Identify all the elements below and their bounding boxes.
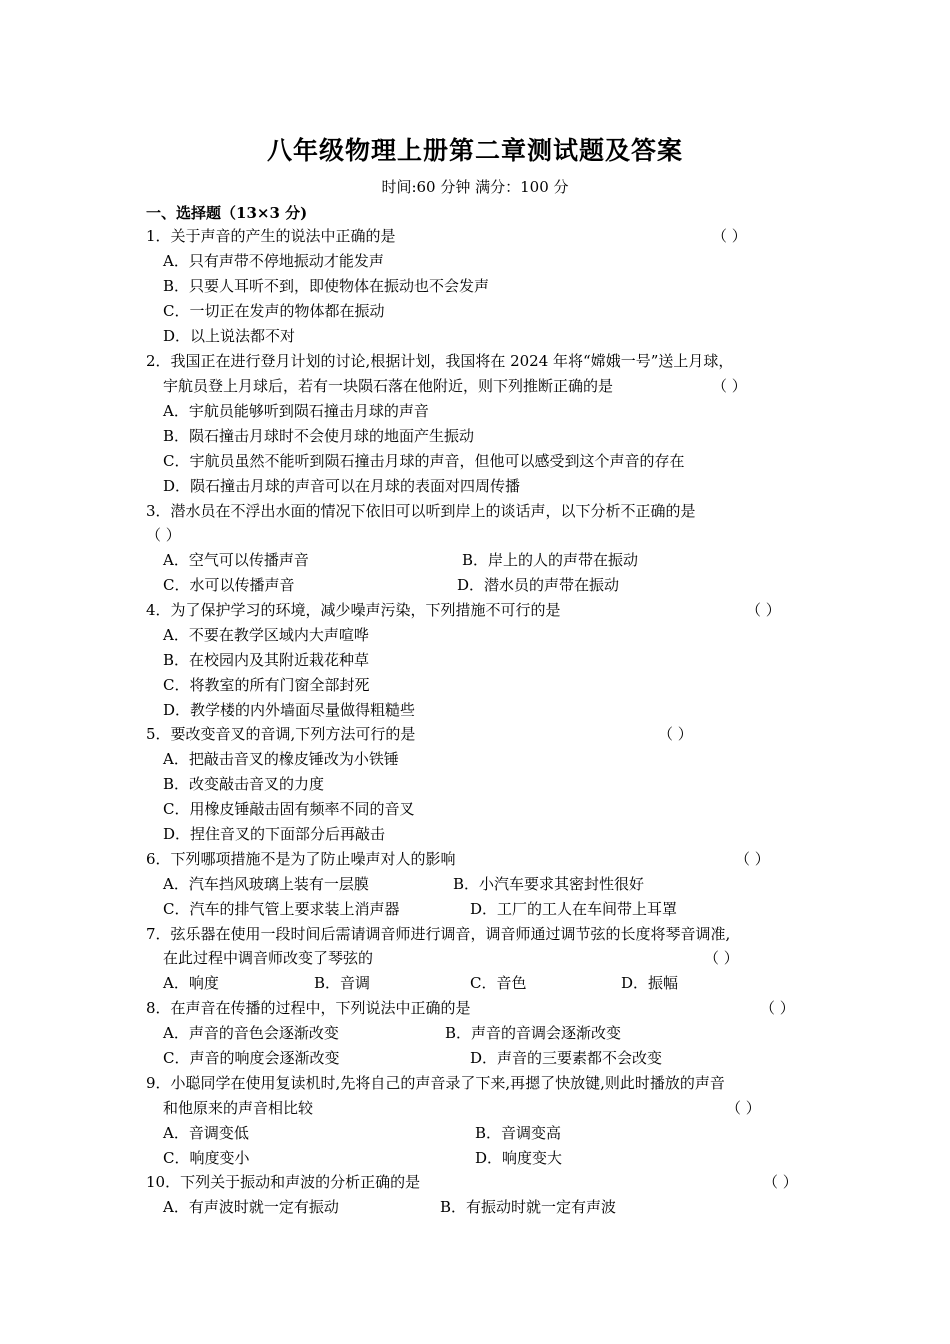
question-6-option-a: A．汽车挡风玻璃上装有一层膜 <box>163 875 369 893</box>
question-5-option-c: C．用橡皮锤敲击固有频率不同的音叉 <box>163 800 415 818</box>
section-heading: 一、选择题（13×3 分) <box>146 204 308 222</box>
question-2-option-c: C．宇航员虽然不能听到陨石撞击月球的声音，但他可以感受到这个声音的存在 <box>163 452 685 470</box>
question-2-option-d: D．陨石撞击月球的声音可以在月球的表面对四周传播 <box>163 477 521 495</box>
question-1-option-d: D．以上说法都不对 <box>163 327 296 345</box>
question-3-option-d: D．潜水员的声带在振动 <box>457 576 620 594</box>
question-5-option-a: A．把敲击音叉的橡皮锤改为小铁锤 <box>163 750 399 768</box>
question-5-stem: 5．要改变音叉的音调,下列方法可行的是 <box>146 725 416 743</box>
question-7-stem: 7．弦乐器在使用一段时间后需请调音师进行调音，调音师通过调节弦的长度将琴音调准, <box>146 925 731 943</box>
question-1-stem: 1．关于声音的产生的说法中正确的是 <box>146 227 396 245</box>
question-10-option-a: A．有声波时就一定有振动 <box>163 1198 339 1216</box>
question-3-option-b: B．岸上的人的声带在振动 <box>462 551 639 569</box>
exam-info: 时间:60 分钟 满分：100 分 <box>381 178 569 196</box>
answer-blank-2: （ ） <box>712 377 747 395</box>
answer-blank-7: （ ） <box>704 949 739 967</box>
question-1-option-b: B．只要人耳听不到，即使物体在振动也不会发声 <box>163 277 490 295</box>
question-8-option-d: D．声音的三要素都不会改变 <box>470 1049 663 1067</box>
answer-blank-9: （ ） <box>726 1099 761 1117</box>
question-9-stem-cont: 和他原来的声音相比较 <box>163 1099 314 1117</box>
answer-blank-1: （ ） <box>712 227 747 245</box>
question-6-option-c: C．汽车的排气管上要求装上消声器 <box>163 900 400 918</box>
question-1-option-a: A．只有声带不停地振动才能发声 <box>163 252 384 270</box>
question-7-stem-cont: 在此过程中调音师改变了琴弦的 <box>163 949 374 967</box>
question-7-option-c: C．音色 <box>470 974 527 992</box>
question-1-option-c: C．一切正在发声的物体都在振动 <box>163 302 385 320</box>
question-7-option-d: D．振幅 <box>621 974 679 992</box>
question-3-option-a: A．空气可以传播声音 <box>163 551 309 569</box>
answer-blank-10: （ ） <box>763 1173 798 1191</box>
question-4-option-c: C．将教室的所有门窗全部封死 <box>163 676 370 694</box>
page-title: 八年级物理上册第二章测试题及答案 <box>266 136 683 165</box>
question-7-option-a: A．响度 <box>163 974 219 992</box>
question-8-option-b: B．声音的音调会逐渐改变 <box>445 1024 622 1042</box>
answer-blank-8: （ ） <box>760 999 795 1017</box>
question-2-option-b: B．陨石撞击月球时不会使月球的地面产生振动 <box>163 427 475 445</box>
question-4-option-b: B．在校园内及其附近栽花种草 <box>163 651 370 669</box>
question-9-stem: 9．小聪同学在使用复读机时,先将自己的声音录了下来,再摁了快放键,则此时播放的声音 <box>146 1074 725 1092</box>
question-2-stem-cont: 宇航员登上月球后，若有一块陨石落在他附近，则下列推断正确的是 <box>163 377 614 395</box>
question-3-option-c: C．水可以传播声音 <box>163 576 295 594</box>
question-8-option-a: A．声音的音色会逐渐改变 <box>163 1024 339 1042</box>
question-6-stem: 6．下列哪项措施不是为了防止噪声对人的影响 <box>146 850 456 868</box>
question-2-stem: 2．我国正在进行登月计划的讨论,根据计划，我国将在 2024 年将“嫦娥一号”送上月球， <box>146 352 734 370</box>
question-4-option-d: D．教学楼的内外墙面尽量做得粗糙些 <box>163 701 416 719</box>
question-9-option-a: A．音调变低 <box>163 1124 249 1142</box>
question-10-stem: 10．下列关于振动和声波的分析正确的是 <box>146 1173 421 1191</box>
question-9-option-c: C．响度变小 <box>163 1149 250 1167</box>
question-6-option-b: B．小汽车要求其密封性很好 <box>453 875 645 893</box>
question-10-option-b: B．有振动时就一定有声波 <box>440 1198 617 1216</box>
question-9-option-d: D．响度变大 <box>475 1149 563 1167</box>
question-6-option-d: D．工厂的工人在车间带上耳罩 <box>470 900 678 918</box>
question-4-stem: 4．为了保护学习的环境，减少噪声污染，下列措施不可行的是 <box>146 601 561 619</box>
answer-blank-3: （ ） <box>146 526 181 544</box>
question-3-stem: 3．潜水员在不浮出水面的情况下依旧可以听到岸上的谈话声，以下分析不正确的是 <box>146 502 696 520</box>
question-8-stem: 8．在声音在传播的过程中，下列说法中正确的是 <box>146 999 471 1017</box>
question-4-option-a: A．不要在教学区域内大声喧哗 <box>163 626 369 644</box>
question-7-option-b: B．音调 <box>314 974 371 992</box>
question-8-option-c: C．声音的响度会逐渐改变 <box>163 1049 340 1067</box>
answer-blank-5: （ ） <box>658 725 693 743</box>
answer-blank-6: （ ） <box>735 850 770 868</box>
answer-blank-4: （ ） <box>746 601 781 619</box>
question-2-option-a: A．宇航员能够听到陨石撞击月球的声音 <box>163 402 429 420</box>
question-5-option-b: B．改变敲击音叉的力度 <box>163 775 325 793</box>
question-9-option-b: B．音调变高 <box>475 1124 562 1142</box>
question-5-option-d: D．捏住音叉的下面部分后再敲击 <box>163 825 386 843</box>
